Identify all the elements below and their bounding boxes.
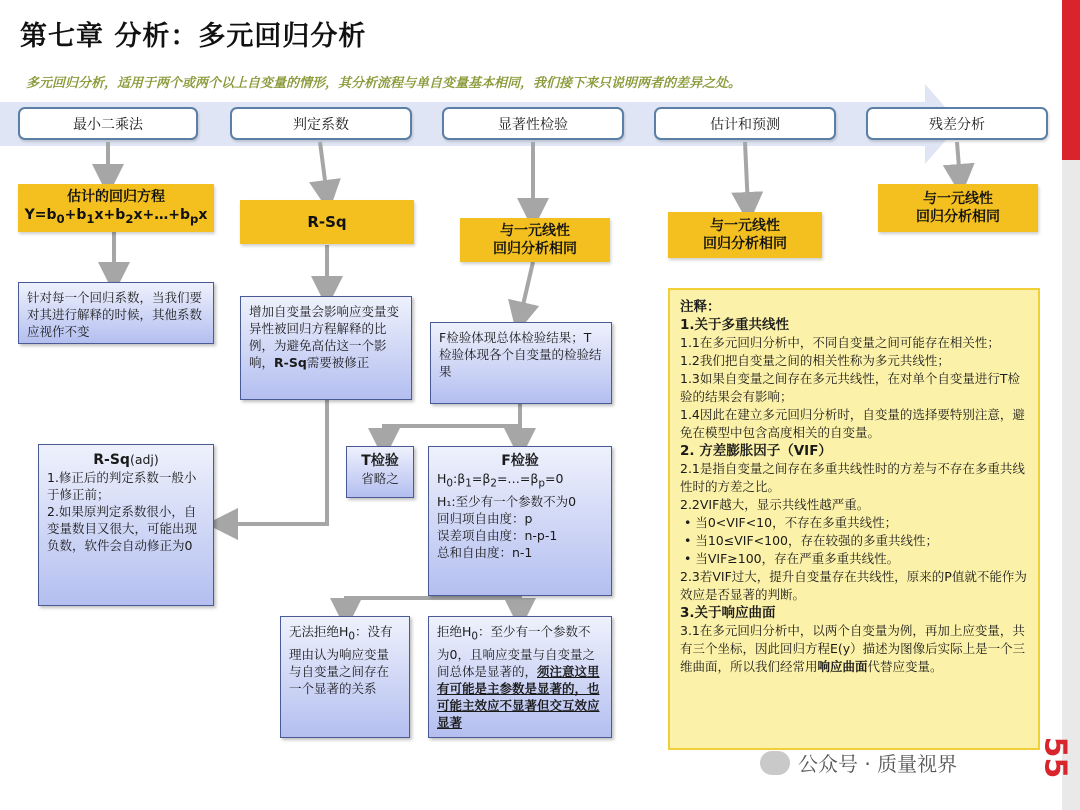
step-least-squares: 最小二乘法 — [18, 107, 198, 140]
rsq-adj-point-2: 2.如果原判定系数很小，自变量数目又很大，可能出现负数，软件会自动修正为0 — [47, 504, 198, 553]
f-test-df-error: 误差项自由度：n-p-1 — [437, 527, 558, 543]
step-significance-test: 显著性检验 — [442, 107, 624, 140]
step-residual-analysis: 残差分析 — [866, 107, 1048, 140]
t-test-box — [346, 446, 414, 498]
rsq-desc-bold: R-Sq — [274, 355, 307, 370]
rsq-desc-post: 需要被修正 — [306, 355, 370, 370]
page-number: 55 — [1037, 736, 1073, 779]
reject-warning: 须注意这里有可能是主参数是显著的，也可能主效应不显著但交互效应显著 — [437, 663, 600, 730]
wechat-icon — [760, 751, 790, 775]
f-test-title: F检验 — [501, 453, 539, 469]
note-vif-bullet-2: • 当10≤VIF<100，存在较强的多重共线性； — [680, 532, 1028, 550]
same-as-linear-box-4 — [668, 212, 822, 258]
noreject-post: ：没有理由认为响应变量与自变量之间存在一个显著的关系 — [289, 624, 393, 696]
reject-mid: ：至少有一个参数不为0，且响应变量与自变量之间总体是显著的， — [437, 624, 595, 679]
rsq-desc-text: 增加自变量会影响应变量变异性被回归方程解释的比例，为避免高估这一个影响， — [249, 304, 400, 370]
note-2-1: 2.1是指自变量之间存在多重共线性时的方差与不存在多重共线性时的方差之比。 — [680, 461, 1025, 494]
f-t-test-description-box: F检验体现总体检验结果；T检验体现各个自变量的检验结果 — [430, 322, 612, 404]
rsq-description-box — [240, 296, 412, 400]
rsq-adj-box — [38, 444, 214, 606]
same4-line1: 与一元线性 — [710, 218, 780, 234]
rsq-adj-point-1: 1.修正后的判定系数一般小于修正前； — [47, 470, 197, 502]
same-as-linear-box-5 — [878, 184, 1038, 232]
note-1-2: 1.2我们把自变量之间的相关性称为多元共线性； — [680, 353, 950, 368]
note-2-3: 2.3若VIF过大，提升自变量存在共线性，原来的P值就不能作为效应是否显著的判断。 — [680, 569, 1027, 602]
same5-line1: 与一元线性 — [923, 191, 993, 207]
notes-heading: 注释： — [680, 299, 721, 315]
regression-equation-formula: $Y=b_0+b_1x+b_2x+\dots+b_px$ — [24, 207, 208, 226]
notes-panel — [668, 288, 1040, 750]
same3-line1: 与一元线性 — [500, 223, 570, 239]
note-vif-bullet-3: • 当VIF≥100，存在严重多重共线性。 — [680, 550, 1028, 568]
noreject-pre: 无法拒绝H — [289, 624, 349, 639]
coefficient-note-box: 针对每一个回归系数，当我们要对其进行解释的时候，其他系数应视作不变 — [18, 282, 214, 344]
watermark — [760, 748, 957, 777]
f-test-h0: $H_0:\beta_1=\beta_2=\dots=\beta_p=0$ — [437, 471, 564, 490]
rsq-adj-title: R-Sq(adj) — [93, 452, 159, 468]
f-test-box — [428, 446, 612, 596]
regression-equation-title: 估计的回归方程 — [67, 189, 165, 206]
page-title: 第七章 分析：多元回归分析 — [20, 21, 367, 52]
page-subtitle: 多元回归分析，适用于两个或两个以上自变量的情形，其分析流程与单自变量基本相同，我们接下来只说明两者的差异之处。 — [26, 76, 742, 91]
note-1-4: 1.4因此在建立多元回归分析时，自变量的选择要特别注意，避免在模型中包含高度相关的自变量。 — [680, 407, 1025, 440]
note-section-2-title: 2. 方差膨胀因子（VIF） — [680, 443, 832, 459]
regression-equation-box — [18, 184, 214, 232]
same-as-linear-box-3 — [460, 218, 610, 262]
watermark-text: 公众号 · 质量视界 — [798, 752, 958, 776]
step-determination-coefficient: 判定系数 — [230, 107, 412, 140]
note-2-2: 2.2VIF越大，显示共线性越严重。 — [680, 497, 870, 512]
note-1-3: 1.3如果自变量之间存在多元共线性，在对单个自变量进行T检验的结果会有影响； — [680, 371, 1021, 404]
same4-line2: 回归分析相同 — [703, 236, 787, 252]
cannot-reject-h0-box: 无法拒绝$H_0$：没有理由认为响应变量与自变量之间存在一个显著的关系 — [280, 616, 410, 738]
note-section-3-title: 3.关于响应曲面 — [680, 605, 776, 621]
same5-line2: 回归分析相同 — [916, 209, 1000, 225]
note-1-1: 1.1在多元回归分析中，不同自变量之间可能存在相关性； — [680, 335, 1000, 350]
reject-pre: 拒绝H — [437, 624, 472, 639]
reject-h0-box: 拒绝$H_0$：至少有一个参数不为0，且响应变量与自变量之间总体是显著的，须注意这里有可能是主参数是显著的，也可能主效应不显著但交互效应显著 — [428, 616, 612, 738]
same3-line2: 回归分析相同 — [493, 241, 577, 257]
note-section-1-title: 1.关于多重共线性 — [680, 317, 790, 333]
f-test-df-total: 总和自由度：n-1 — [437, 544, 533, 560]
note-vif-bullet-1: • 当0<VIF<10，不存在多重共线性； — [680, 514, 1028, 532]
f-test-h1: H₁:至少有一个参数不为0 — [437, 493, 577, 509]
step-estimate-predict: 估计和预测 — [654, 107, 836, 140]
note-3-1: 3.1在多元回归分析中，以两个自变量为例，再加上应变量，共有三个坐标，因此回归方程E(y）描述为图像后实际上是一个三维曲面，所以我们经常用响应曲面代替应变量。 — [680, 623, 1026, 674]
rsq-box: R-Sq — [240, 200, 414, 244]
f-test-df-regression: 回归项自由度：p — [437, 510, 533, 526]
t-test-sub: 省略之 — [361, 471, 399, 486]
t-test-title: T检验 — [361, 453, 399, 469]
